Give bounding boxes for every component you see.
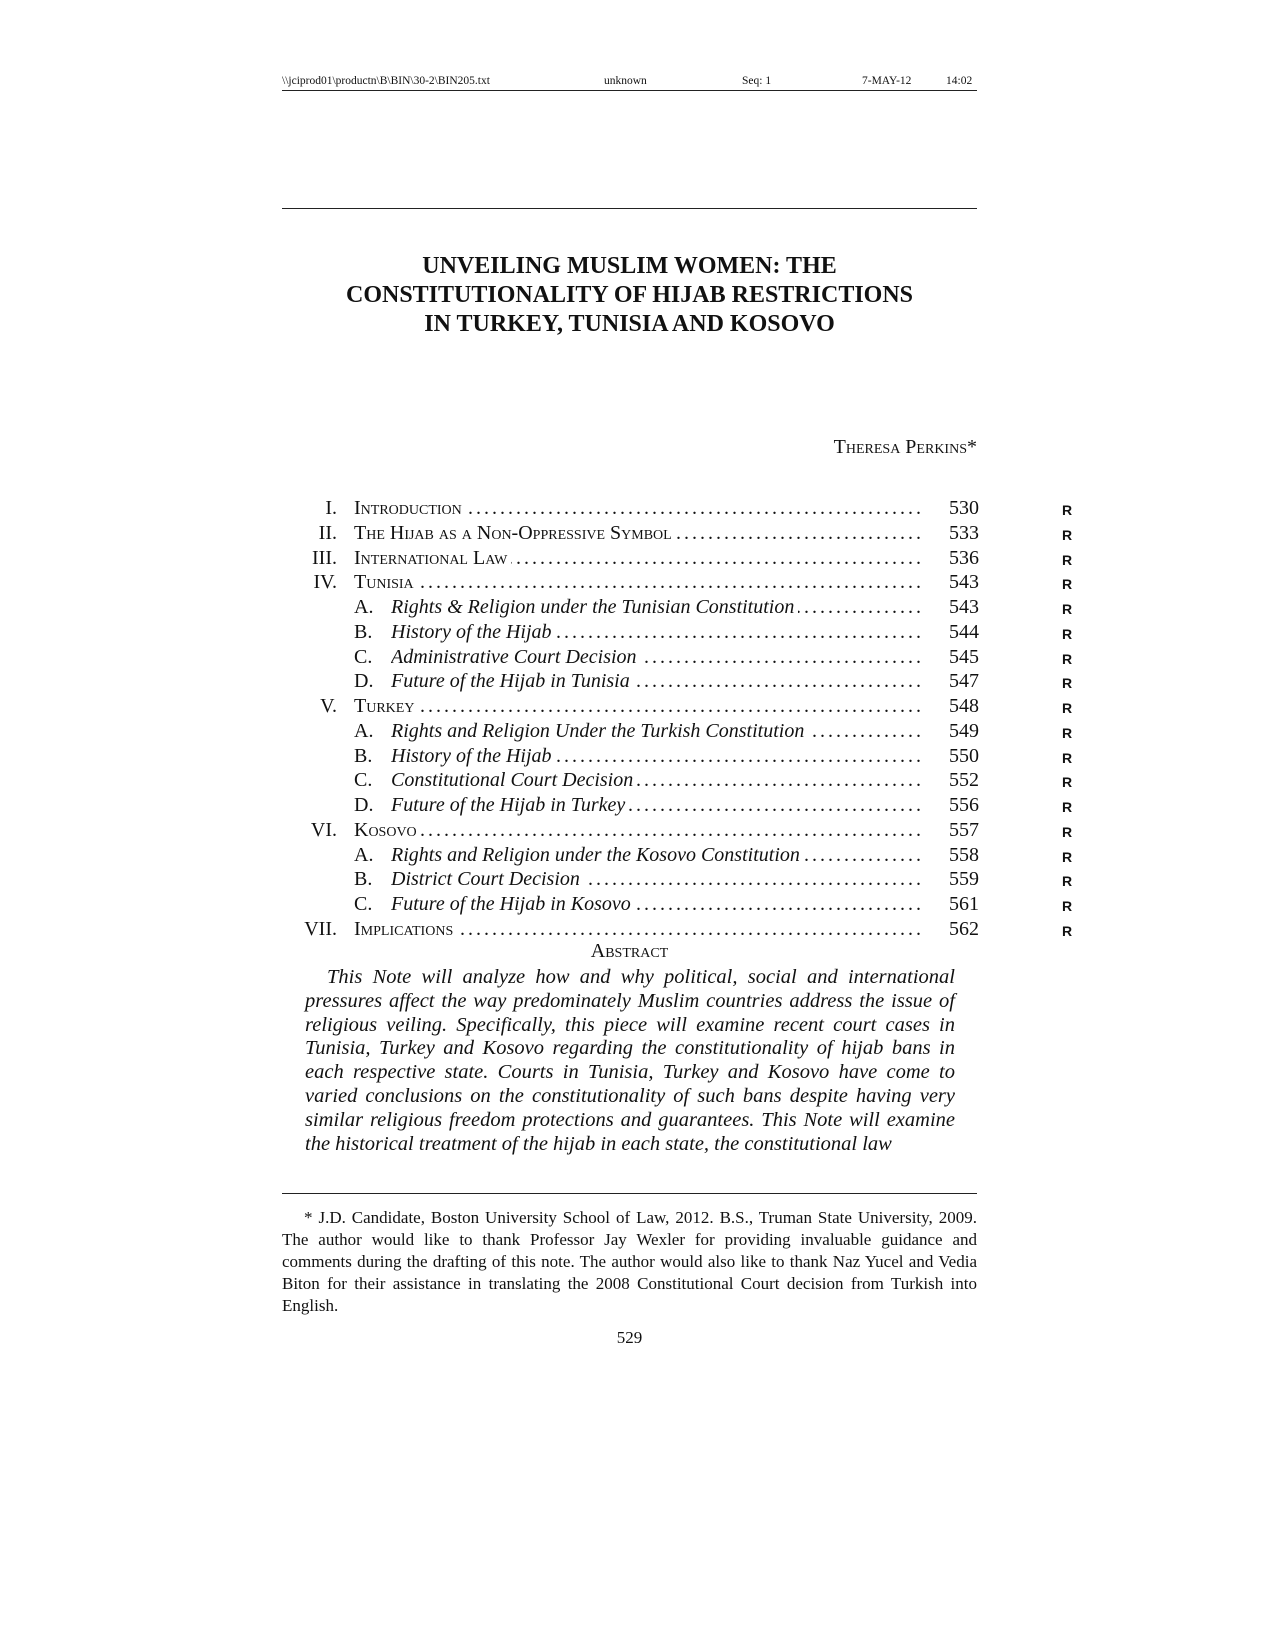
toc-page-number: 536 <box>949 546 979 569</box>
toc-title <box>354 570 920 594</box>
toc-title-text: Future of the Hijab in Kosovo <box>391 893 635 915</box>
toc-page-number: 533 <box>949 521 979 544</box>
toc-margin-mark: R <box>1062 551 1073 568</box>
title-line: CONSTITUTIONALITY OF HIJAB RESTRICTIONS <box>345 282 914 308</box>
toc-page-number: 545 <box>949 645 979 668</box>
toc-title-text: Turkey <box>354 695 418 717</box>
toc-title-text: Rights & Religion under the Tunisian Constitution <box>391 596 798 618</box>
toc-subsection-letter: D. <box>354 794 374 816</box>
toc-title <box>391 595 920 619</box>
toc-title-text: International Law <box>354 547 511 569</box>
toc-page-number: 561 <box>949 893 979 915</box>
footnote: * J.D. Candidate, Boston University School of Law, 2012. B.S., Truman State University, 2009. The author would like to thank Professor Jay Wexler for providing invaluable guidance and comments during the drafting of this note. The author would also like to thank Naz Yucel and Vedia Biton for their assistance in translating the 2008 Constitutional Court decision from Turkish into English. <box>282 1208 977 1315</box>
toc-subsection-letter: C. <box>354 893 373 915</box>
toc-entry <box>282 521 1102 546</box>
page-number: 529 <box>616 1328 643 1347</box>
toc-subsection-letter: A. <box>354 596 374 618</box>
toc-margin-mark: R <box>1062 823 1073 840</box>
toc-title <box>391 768 920 792</box>
toc-title <box>354 546 920 570</box>
toc-entry <box>282 645 1102 670</box>
toc-margin-mark: R <box>1062 526 1073 543</box>
toc-title-text: Rights and Religion Under the Turkish Constitution <box>391 720 808 742</box>
toc-page-number: 549 <box>949 719 979 742</box>
toc-title-text: Future of the Hijab in Turkey <box>391 794 629 816</box>
toc-margin-mark: R <box>1062 576 1073 593</box>
toc-section-number: III. <box>312 546 337 569</box>
toc-margin-mark: R <box>1062 848 1073 865</box>
toc-title-text: District Court Decision <box>391 868 584 890</box>
toc-title-text: Tunisia <box>354 571 418 593</box>
title-line: UNVEILING MUSLIM WOMEN: THE <box>422 253 837 279</box>
toc-entry <box>282 669 1102 694</box>
toc-subsection-letter: A. <box>354 843 374 866</box>
title-line: IN TURKEY, TUNISIA AND KOSOVO <box>424 311 835 337</box>
toc-margin-mark: R <box>1062 650 1073 667</box>
toc-entry <box>282 793 1102 818</box>
toc-subsection-letter: A. <box>354 719 374 742</box>
toc-section-number: VI. <box>310 818 337 841</box>
top-divider <box>282 208 977 209</box>
toc-margin-mark: R <box>1062 799 1073 815</box>
toc-title-text: Implications <box>354 918 457 940</box>
toc-margin-mark: R <box>1062 625 1073 642</box>
running-header <box>282 72 977 91</box>
toc-subsection-letter: D. <box>354 670 374 693</box>
toc-entry <box>282 818 1102 843</box>
toc-entry <box>282 843 1102 868</box>
toc-margin-mark: R <box>1062 724 1073 741</box>
toc-section-number: II. <box>318 521 337 544</box>
toc-entry <box>282 744 1102 769</box>
toc-page-number: 558 <box>949 843 979 866</box>
file-path: \\jciprod01\productn\B\BIN\30-2\BIN205.txt <box>282 75 490 87</box>
toc-margin-mark: R <box>1062 749 1073 766</box>
toc-margin-mark: R <box>1062 502 1073 518</box>
toc-title <box>391 645 920 669</box>
toc-subsection-letter: B. <box>354 744 373 767</box>
toc-section-number: V. <box>320 695 337 717</box>
toc-margin-mark: R <box>1062 873 1073 890</box>
toc-page-number: 547 <box>949 670 979 693</box>
toc-page-number: 550 <box>949 744 979 767</box>
toc-title-text: History of the Hijab <box>391 745 556 767</box>
toc-entry <box>282 496 1102 521</box>
toc-entry <box>282 892 1102 917</box>
toc-section-number: I. <box>325 497 337 519</box>
toc-page-number: 543 <box>949 596 979 618</box>
toc-section-number: IV. <box>313 571 337 594</box>
toc-margin-mark: R <box>1062 774 1073 791</box>
sequence-number: Seq: 1 <box>742 75 772 87</box>
toc-title <box>391 867 920 891</box>
toc-entry <box>282 867 1102 892</box>
toc-title <box>354 521 920 545</box>
toc-page-number: 544 <box>949 620 979 643</box>
header-time: 14:02 <box>946 75 973 87</box>
toc-title <box>354 818 920 842</box>
status-text: unknown <box>604 75 647 87</box>
toc-subsection-letter: C. <box>354 769 373 792</box>
author-name: Theresa Perkins* <box>833 436 977 458</box>
toc-title-text: Kosovo <box>354 819 421 841</box>
toc-page-number: 557 <box>949 818 979 841</box>
abstract-text: This Note will analyze how and why political, social and international pressures affect the way predominately Muslim countries address the issue of religious veiling. Specifically, this piece will examine recent court cases in Tunisia, Turkey and Kosovo regarding the constitutionality of hijab bans in each respective state. Courts in Tunisia, Turkey and Kosovo have come to varied conclusions on the constitutionality of such bans despite having very similar religious freedom protections and guarantees. This Note will examine the historical treatment of the hijab in each state, the constitutional law <box>305 966 955 1155</box>
toc-margin-mark: R <box>1062 601 1073 617</box>
toc-margin-mark: R <box>1062 922 1073 939</box>
toc-title-text: Future of the Hijab in Tunisia <box>391 670 634 692</box>
toc-subsection-letter: B. <box>354 868 373 891</box>
toc-page-number: 562 <box>949 917 979 940</box>
toc-subsection-letter: B. <box>354 620 373 643</box>
toc-margin-mark: R <box>1062 700 1073 716</box>
toc-page-number: 530 <box>949 497 979 519</box>
toc-section-number: VII. <box>304 917 337 940</box>
toc-margin-mark: R <box>1062 675 1073 692</box>
toc-title-text: History of the Hijab <box>391 621 556 643</box>
toc-title <box>391 892 920 916</box>
toc-title <box>391 719 920 743</box>
toc-entry <box>282 570 1102 595</box>
toc-entry <box>282 768 1102 793</box>
toc-title <box>354 496 920 520</box>
article-title <box>282 252 977 339</box>
toc-entry <box>282 719 1102 744</box>
toc-title <box>354 694 920 718</box>
toc-title-text: Rights and Religion under the Kosovo Constitution <box>391 844 804 866</box>
toc-title <box>354 917 920 941</box>
toc-page-number: 552 <box>949 769 979 792</box>
toc-margin-mark: R <box>1062 898 1073 914</box>
toc-title <box>391 843 920 867</box>
toc-entry <box>282 546 1102 571</box>
toc-title-text: Administrative Court Decision <box>391 646 641 668</box>
toc-entry <box>282 917 1102 942</box>
toc-page-number: 559 <box>949 868 979 891</box>
toc-title-text: The Hijab as a Non-Oppressive Symbol <box>354 522 676 544</box>
table-of-contents <box>282 496 1102 942</box>
toc-page-number: 543 <box>949 571 979 594</box>
toc-page-number: 548 <box>949 695 979 717</box>
toc-title <box>391 793 920 817</box>
toc-title <box>391 669 920 693</box>
toc-title-text: Introduction <box>354 497 466 519</box>
abstract-heading: Abstract <box>590 940 669 962</box>
toc-subsection-letter: C. <box>354 645 373 668</box>
toc-title <box>391 620 920 644</box>
toc-title-text: Constitutional Court Decision <box>391 769 637 791</box>
toc-entry <box>282 620 1102 645</box>
toc-entry <box>282 595 1102 620</box>
footnote-divider <box>282 1193 977 1194</box>
toc-page-number: 556 <box>949 794 979 816</box>
header-date: 7-MAY-12 <box>862 75 912 87</box>
toc-entry <box>282 694 1102 719</box>
toc-title <box>391 744 920 768</box>
